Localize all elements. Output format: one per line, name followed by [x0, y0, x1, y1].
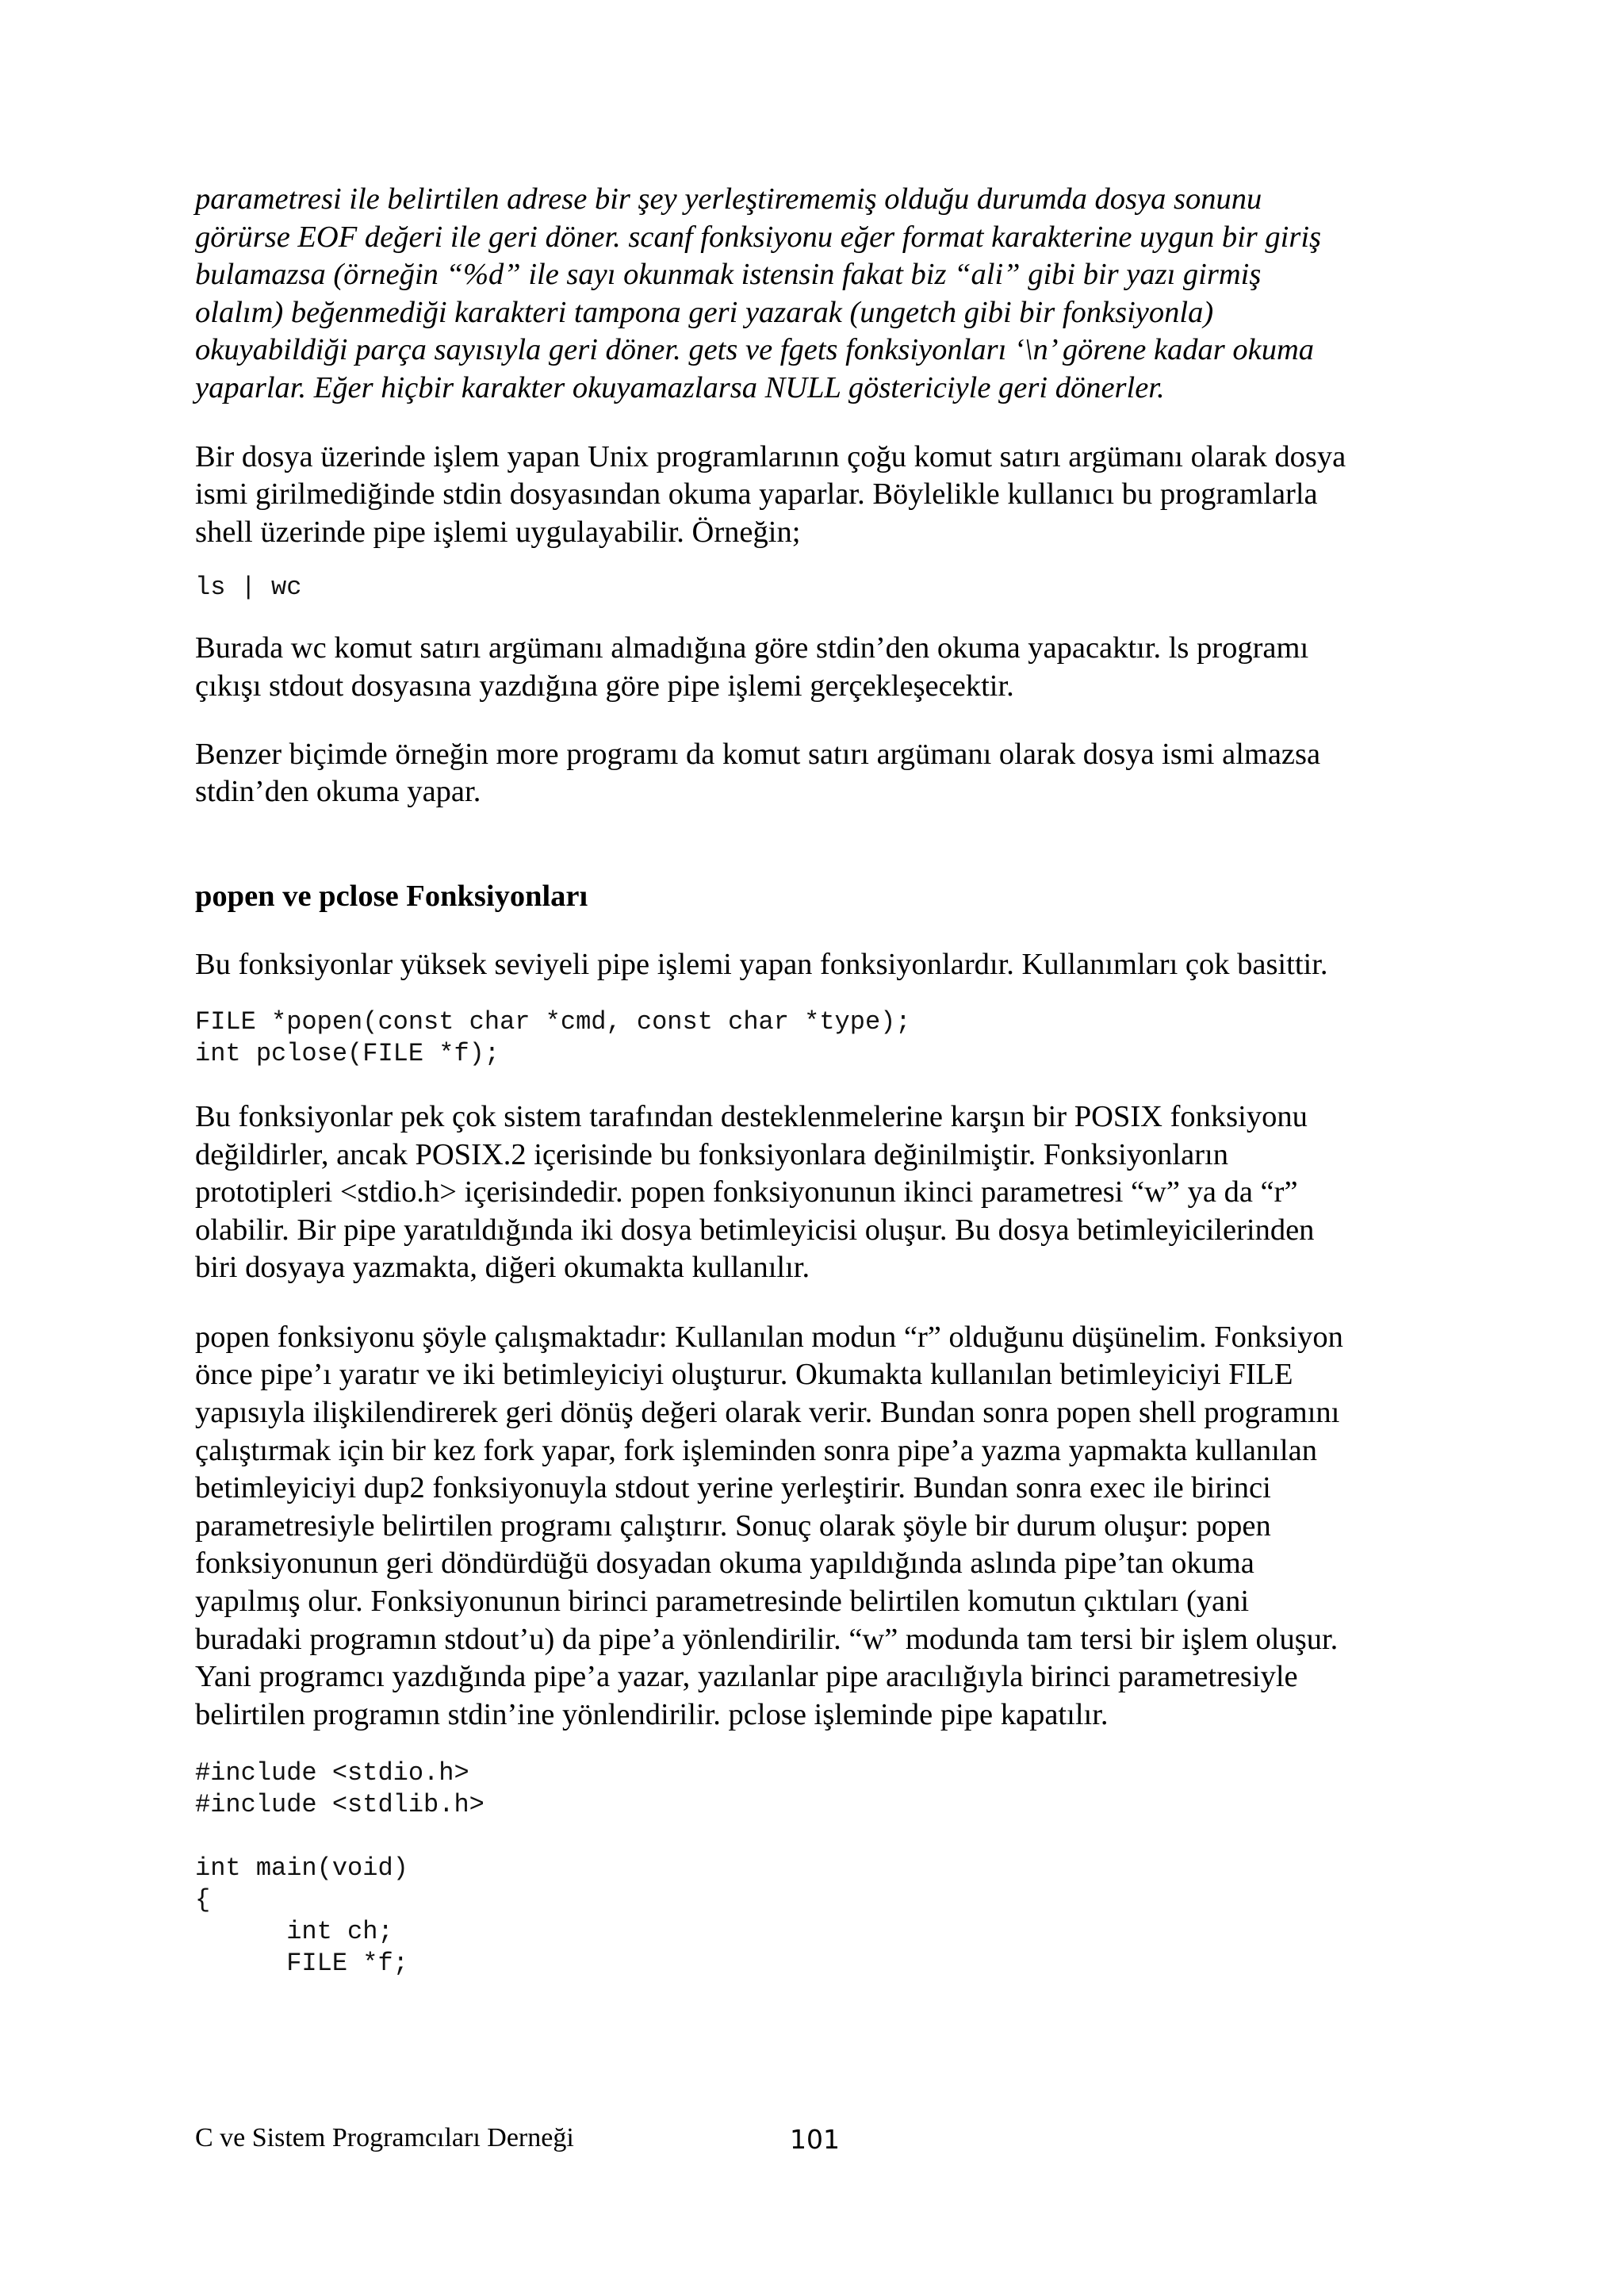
code-ls-wc: ls | wc	[195, 573, 302, 603]
section-heading: popen ve pclose Fonksiyonları	[195, 879, 588, 913]
paragraph-popen-mechanism: popen fonksiyonu şöyle çalışmaktadır: Kullanılan modun “r” olduğunu düşünelim. Fonksiyon önce pipe’ı yaratır ve iki betimleyiciyi oluşturur. Okumakta kullanılan betimleyiciyi FILE yapısıyla ilişkilendirerek geri dönüş değeri olarak verir. Bundan sonra popen shell programını çalıştırmak için bir kez fork yapar, fork işleminden sonra pipe’a yazma yapmakta kullanılan betimleyiciyi dup2 fonksiyonuyla stdout yerine yerleştirir. Bundan sonra exec ile birinci parametresiyle belirtilen programı çalıştırır. Sonuç olarak şöyle bir durum oluşur: popen fonksiyonunun geri döndürdüğü dosyadan okuma yapıldığında aslında pipe’tan okuma yapılmış olur. Fonksiyonunun birinci parametresinde belirtilen komutun çıktıları (yani buradaki programın stdout’u) da pipe’a yönlendirilir. “w” modunda tam tersi bir işlem oluşur. Yani programcı yazdığında pipe’a yazar, yazılanlar pipe aracılığıyla birinci parametresiyle belirtilen programın stdin’ine yönlendirilir. pclose işleminde pipe kapatılır.	[195, 1320, 1343, 1731]
paragraph-more-program: Benzer biçimde örneğin more programı da komut satırı argümanı olarak dosya ismi almazsa stdin’den okuma yapar.	[195, 737, 1321, 809]
footer-organization: C ve Sistem Programcıları Derneği	[195, 2123, 574, 2152]
paragraph-scanf-gets: parametresi ile belirtilen adrese bir şey yerleştirememiş olduğu durumda dosya sonunu görürse EOF değeri ile geri döner. scanf fonksiyonu eğer format karakterine uygun bir giriş bulamazsa (örneğin “%d” ile sayı okunmak istensin fakat biz “ali” gibi bir yazı girmiş olalım) beğenmediği karakteri tampona geri yazarak (ungetch gibi bir fonksiyonla) okuyabildiği parça sayısıyla geri döner. gets ve fgets fonksiyonları ‘\n’ görene kadar okuma yaparlar. Eğer hiçbir karakter okuyamazlarsa NULL göstericiyle geri dönerler.	[195, 182, 1322, 404]
code-example-main: #include <stdio.h> #include <stdlib.h> int main(void) { int ch; FILE *f;	[195, 1758, 485, 1979]
page-number: 101	[790, 2124, 840, 2155]
paragraph-unix-stdin: Bir dosya üzerinde işlem yapan Unix programlarının çoğu komut satırı argümanı olarak dosya ismi girilmediğinde stdin dosyasından okuma yaparlar. Böylelikle kullanıcı bu programlarla shell üzerinde pipe işlemi uygulayabilir. Örneğin;	[195, 439, 1346, 549]
document-page	[195, 181, 1445, 1980]
paragraph-posix-note: Bu fonksiyonlar pek çok sistem tarafından desteklenmelerine karşın bir POSIX fonksiyonu değildirler, ancak POSIX.2 içerisinde bu fonksiyonlara değinilmiştir. Fonksiyonların prototipleri <stdio.h> içerisindedir. popen fonksiyonunun ikinci parametresi “w” ya da “r” olabilir. Bir pipe yaratıldığında iki dosya betimleyicisi oluşur. Bu dosya betimleyicilerinden biri dosyaya yazmakta, diğeri okumakta kullanılır.	[195, 1099, 1315, 1285]
paragraph-wc-explanation: Burada wc komut satırı argümanı almadığına göre stdin’den okuma yapacaktır. ls programı çıkışı stdout dosyasına yazdığına göre pipe işlemi gerçekleşecektir.	[195, 631, 1309, 703]
paragraph-intro-popen: Bu fonksiyonlar yüksek seviyeli pipe işlemi yapan fonksiyonlardır. Kullanımları çok basittir.	[195, 948, 1328, 982]
code-prototypes: FILE *popen(const char *cmd, const char *type); int pclose(FILE *f);	[195, 1006, 911, 1068]
